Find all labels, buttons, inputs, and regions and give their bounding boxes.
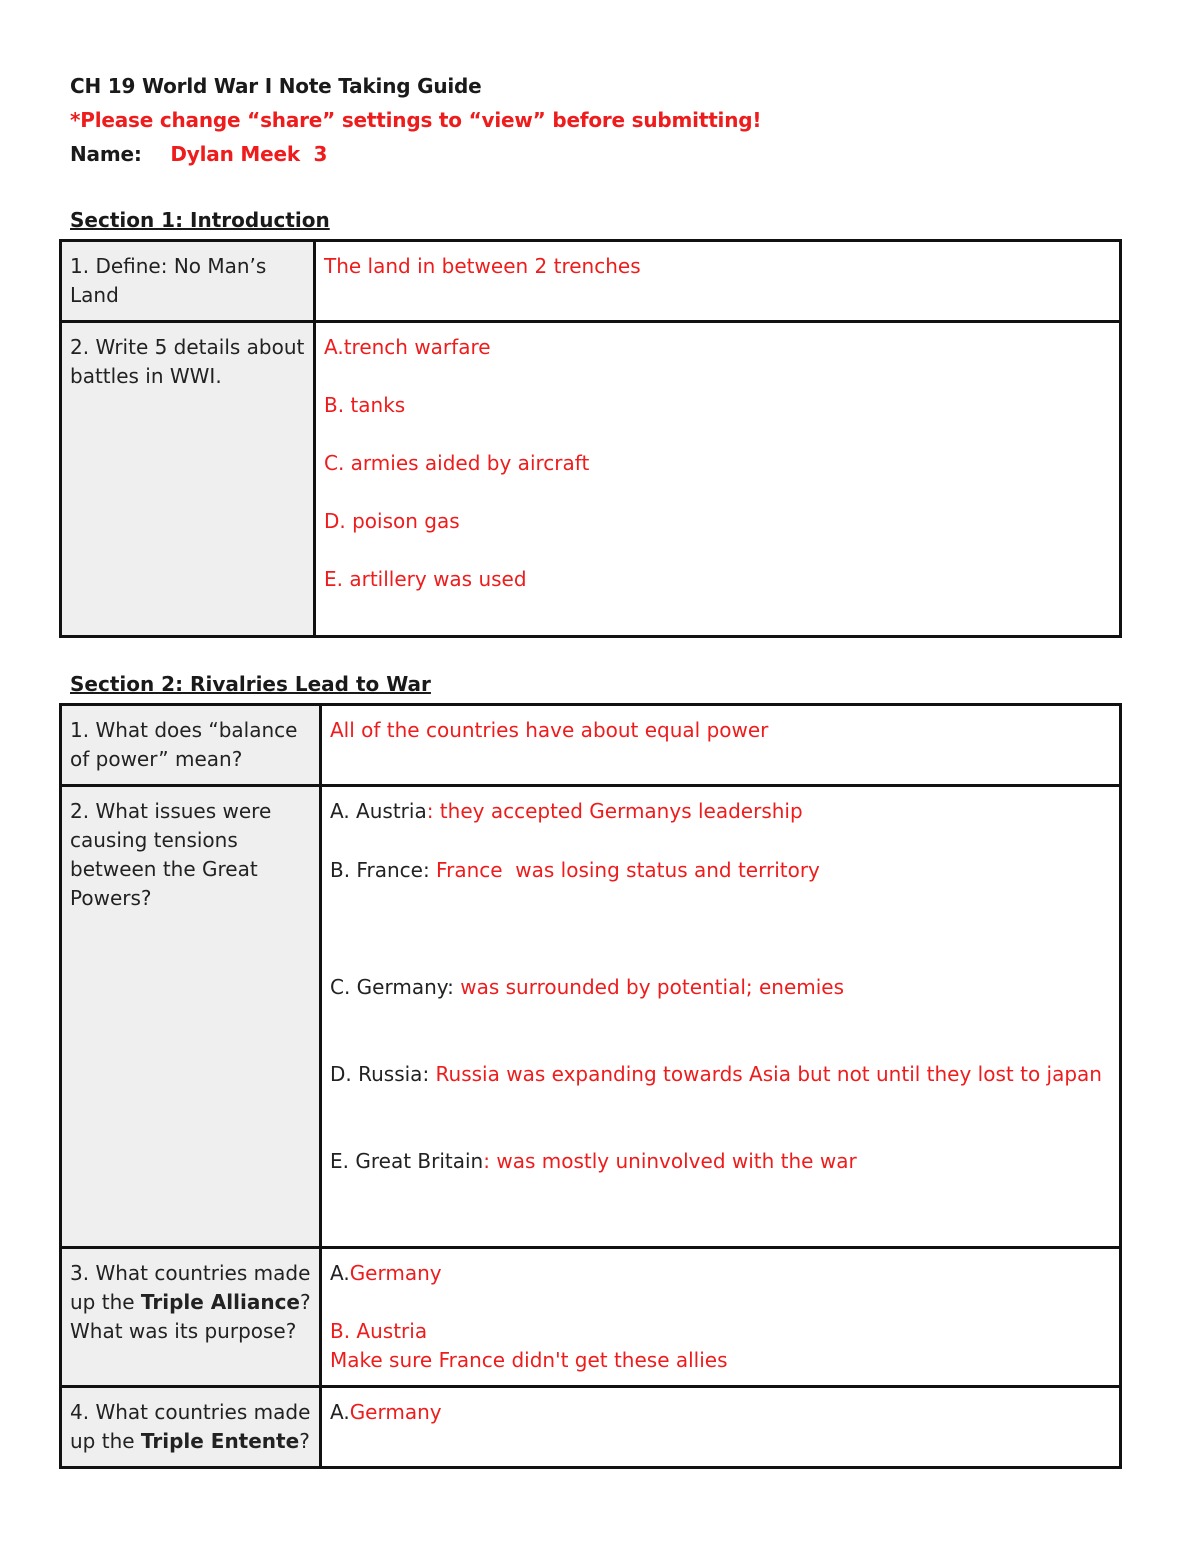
name-label: Name: (70, 142, 142, 166)
member-answer: Germany (349, 1400, 442, 1424)
share-settings-notice: *Please change “share” settings to “view” before submitting! (70, 108, 762, 132)
section-2-table (59, 703, 1122, 1469)
answer-cell[interactable] (321, 1248, 1121, 1387)
answer-cell[interactable] (315, 322, 1121, 637)
battle-detail-d: D. poison gas (324, 509, 460, 533)
question-cell: 2. What issues were causing tensions between the Great Powers? (61, 786, 321, 1248)
question-term: Triple Alliance (140, 1290, 300, 1314)
tension-answer: was mostly uninvolved with the war (489, 1149, 857, 1173)
question-text: 4. What countries made up the (70, 1400, 311, 1453)
tension-france (330, 856, 1111, 885)
tension-answer: France was losing status and territory (429, 858, 820, 882)
table-row (61, 786, 1121, 1248)
tension-austria (330, 797, 1111, 826)
answer-cell[interactable]: The land in between 2 trenches (315, 241, 1121, 322)
section-2-heading: Section 2: Rivalries Lead to War (70, 672, 431, 696)
battle-detail-e: E. artillery was used (324, 567, 527, 591)
question-text: ? (299, 1429, 310, 1453)
country-label: D. Russia: (330, 1062, 430, 1086)
table-row (61, 1248, 1121, 1387)
table-row (61, 1387, 1121, 1468)
tension-answer: Russia was expanding towards Asia but not until they lost to japan (429, 1062, 1102, 1086)
country-label: E. Great Britain (330, 1149, 484, 1173)
member-answer: Germany (349, 1261, 442, 1285)
tension-answer: they accepted Germanys leadership (433, 799, 803, 823)
tension-answer: was surrounded by potential; enemies (453, 975, 845, 999)
question-text: 3. What countries made up the (70, 1261, 311, 1314)
tension-germany (330, 973, 1111, 1002)
item-prefix: A. (330, 1261, 350, 1285)
document-title: CH 19 World War I Note Taking Guide (70, 74, 482, 98)
name-row (70, 142, 327, 166)
battle-detail-b: B. tanks (324, 393, 406, 417)
section-1-heading: Section 1: Introduction (70, 208, 330, 232)
student-name: Dylan Meek 3 (170, 142, 328, 166)
question-cell (61, 1248, 321, 1387)
separator: : (483, 1149, 490, 1173)
answer-cell[interactable]: All of the countries have about equal power (321, 705, 1121, 786)
question-text: ? What was its purpose? (70, 1290, 311, 1343)
section-1-table (59, 239, 1122, 638)
answer-cell[interactable] (321, 786, 1121, 1248)
country-label: B. France: (330, 858, 430, 882)
item-prefix: A. (330, 1400, 350, 1424)
question-cell (61, 1387, 321, 1468)
separator: : (426, 799, 434, 823)
battle-detail-c: C. armies aided by aircraft (324, 451, 590, 475)
question-cell: 1. Define: No Man’s Land (61, 241, 315, 322)
question-cell: 1. What does “balance of power” mean? (61, 705, 321, 786)
table-row (61, 705, 1121, 786)
tension-great-britain (330, 1147, 1111, 1176)
battle-detail-a: A.trench warfare (324, 335, 491, 359)
country-label: C. Germany: (330, 975, 454, 999)
table-row (61, 322, 1121, 637)
question-cell: 2. Write 5 details about battles in WWI. (61, 322, 315, 637)
question-term: Triple Entente (140, 1429, 300, 1453)
country-label: A. Austria (330, 799, 427, 823)
table-row (61, 241, 1121, 322)
answer-cell[interactable] (321, 1387, 1121, 1468)
alliance-member-b: B. Austria (330, 1319, 428, 1343)
alliance-purpose: Make sure France didn't get these allies (330, 1348, 728, 1372)
entente-member-a (330, 1398, 1111, 1427)
tension-russia (330, 1060, 1111, 1089)
alliance-member-a (330, 1259, 1111, 1288)
